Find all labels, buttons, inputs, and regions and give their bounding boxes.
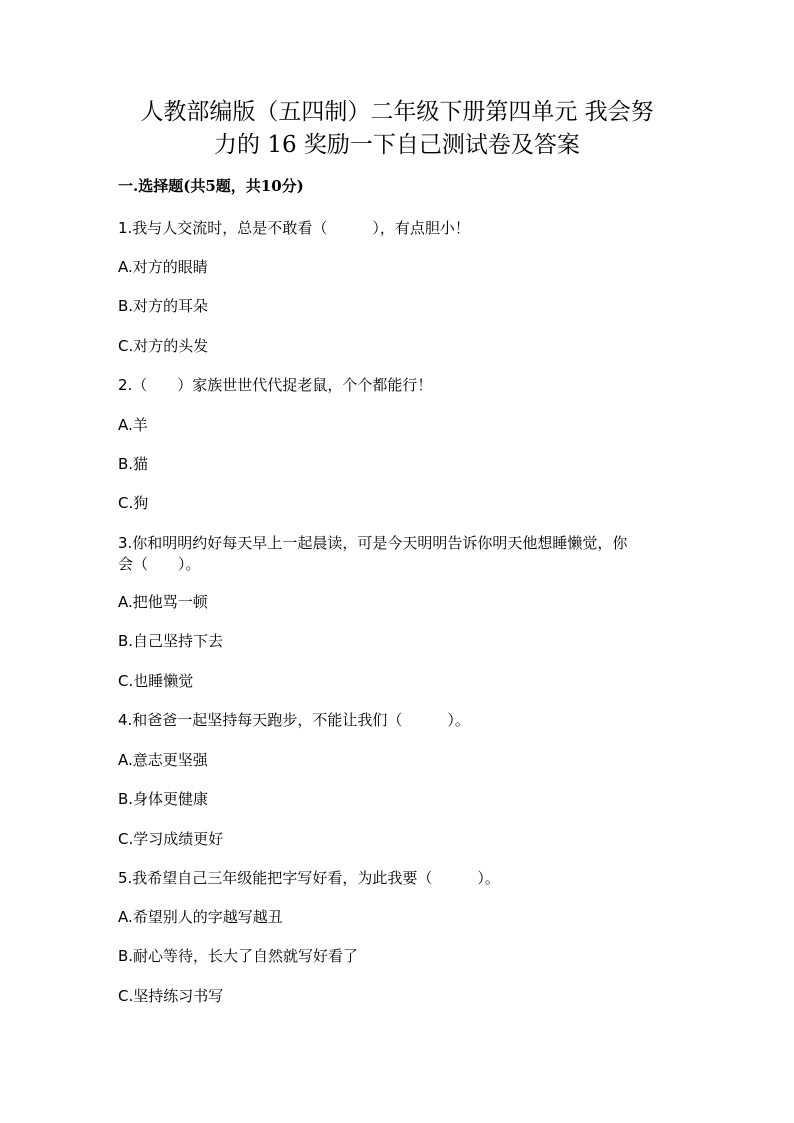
question-5-option-b: B.耐心等待，长大了自然就写好看了 [118,947,359,965]
question-3-stem-line-1: 3.你和明明约好每天早上一起晨读，可是今天明明告诉你明天他想睡懒觉，你 [118,534,628,552]
document-title-line-1: 人教部编版（五四制）二年级下册第四单元 我会努 [140,99,654,125]
question-4-option-a: A.意志更坚强 [118,751,208,769]
question-5-option-c: C.坚持练习书写 [118,987,224,1005]
question-1-option-c: C.对方的头发 [118,337,209,355]
question-3-option-c: C.也睡懒觉 [118,672,194,690]
question-3-option-a: A.把他骂一顿 [118,593,208,611]
question-1-stem: 1.我与人交流时，总是不敢看（ ），有点胆小！ [118,219,470,237]
question-1-option-a: A.对方的眼睛 [118,258,208,276]
question-2-option-a: A.羊 [118,416,148,434]
document-title-line-2: 力的 16 奖励一下自己测试卷及答案 [214,132,580,158]
question-4-option-c: C.学习成绩更好 [118,830,224,848]
question-2-option-c: C.狗 [118,494,149,512]
section-heading: 一.选择题(共5题，共10分) [118,177,304,195]
question-2-stem: 2.（ ）家族世世代代捉老鼠，个个都能行！ [118,376,433,394]
question-5-option-a: A.希望别人的字越写越丑 [118,908,283,926]
question-3-stem-line-2: 会（ ）。 [118,555,201,573]
question-3-option-b: B.自己坚持下去 [118,632,224,650]
question-4-option-b: B.身体更健康 [118,790,209,808]
question-5-stem: 5.我希望自己三年级能把字写好看，为此我要（ ）。 [118,869,500,887]
question-1-option-b: B.对方的耳朵 [118,297,209,315]
question-4-stem: 4.和爸爸一起坚持每天跑步，不能让我们（ ）。 [118,711,470,729]
question-2-option-b: B.猫 [118,455,149,473]
